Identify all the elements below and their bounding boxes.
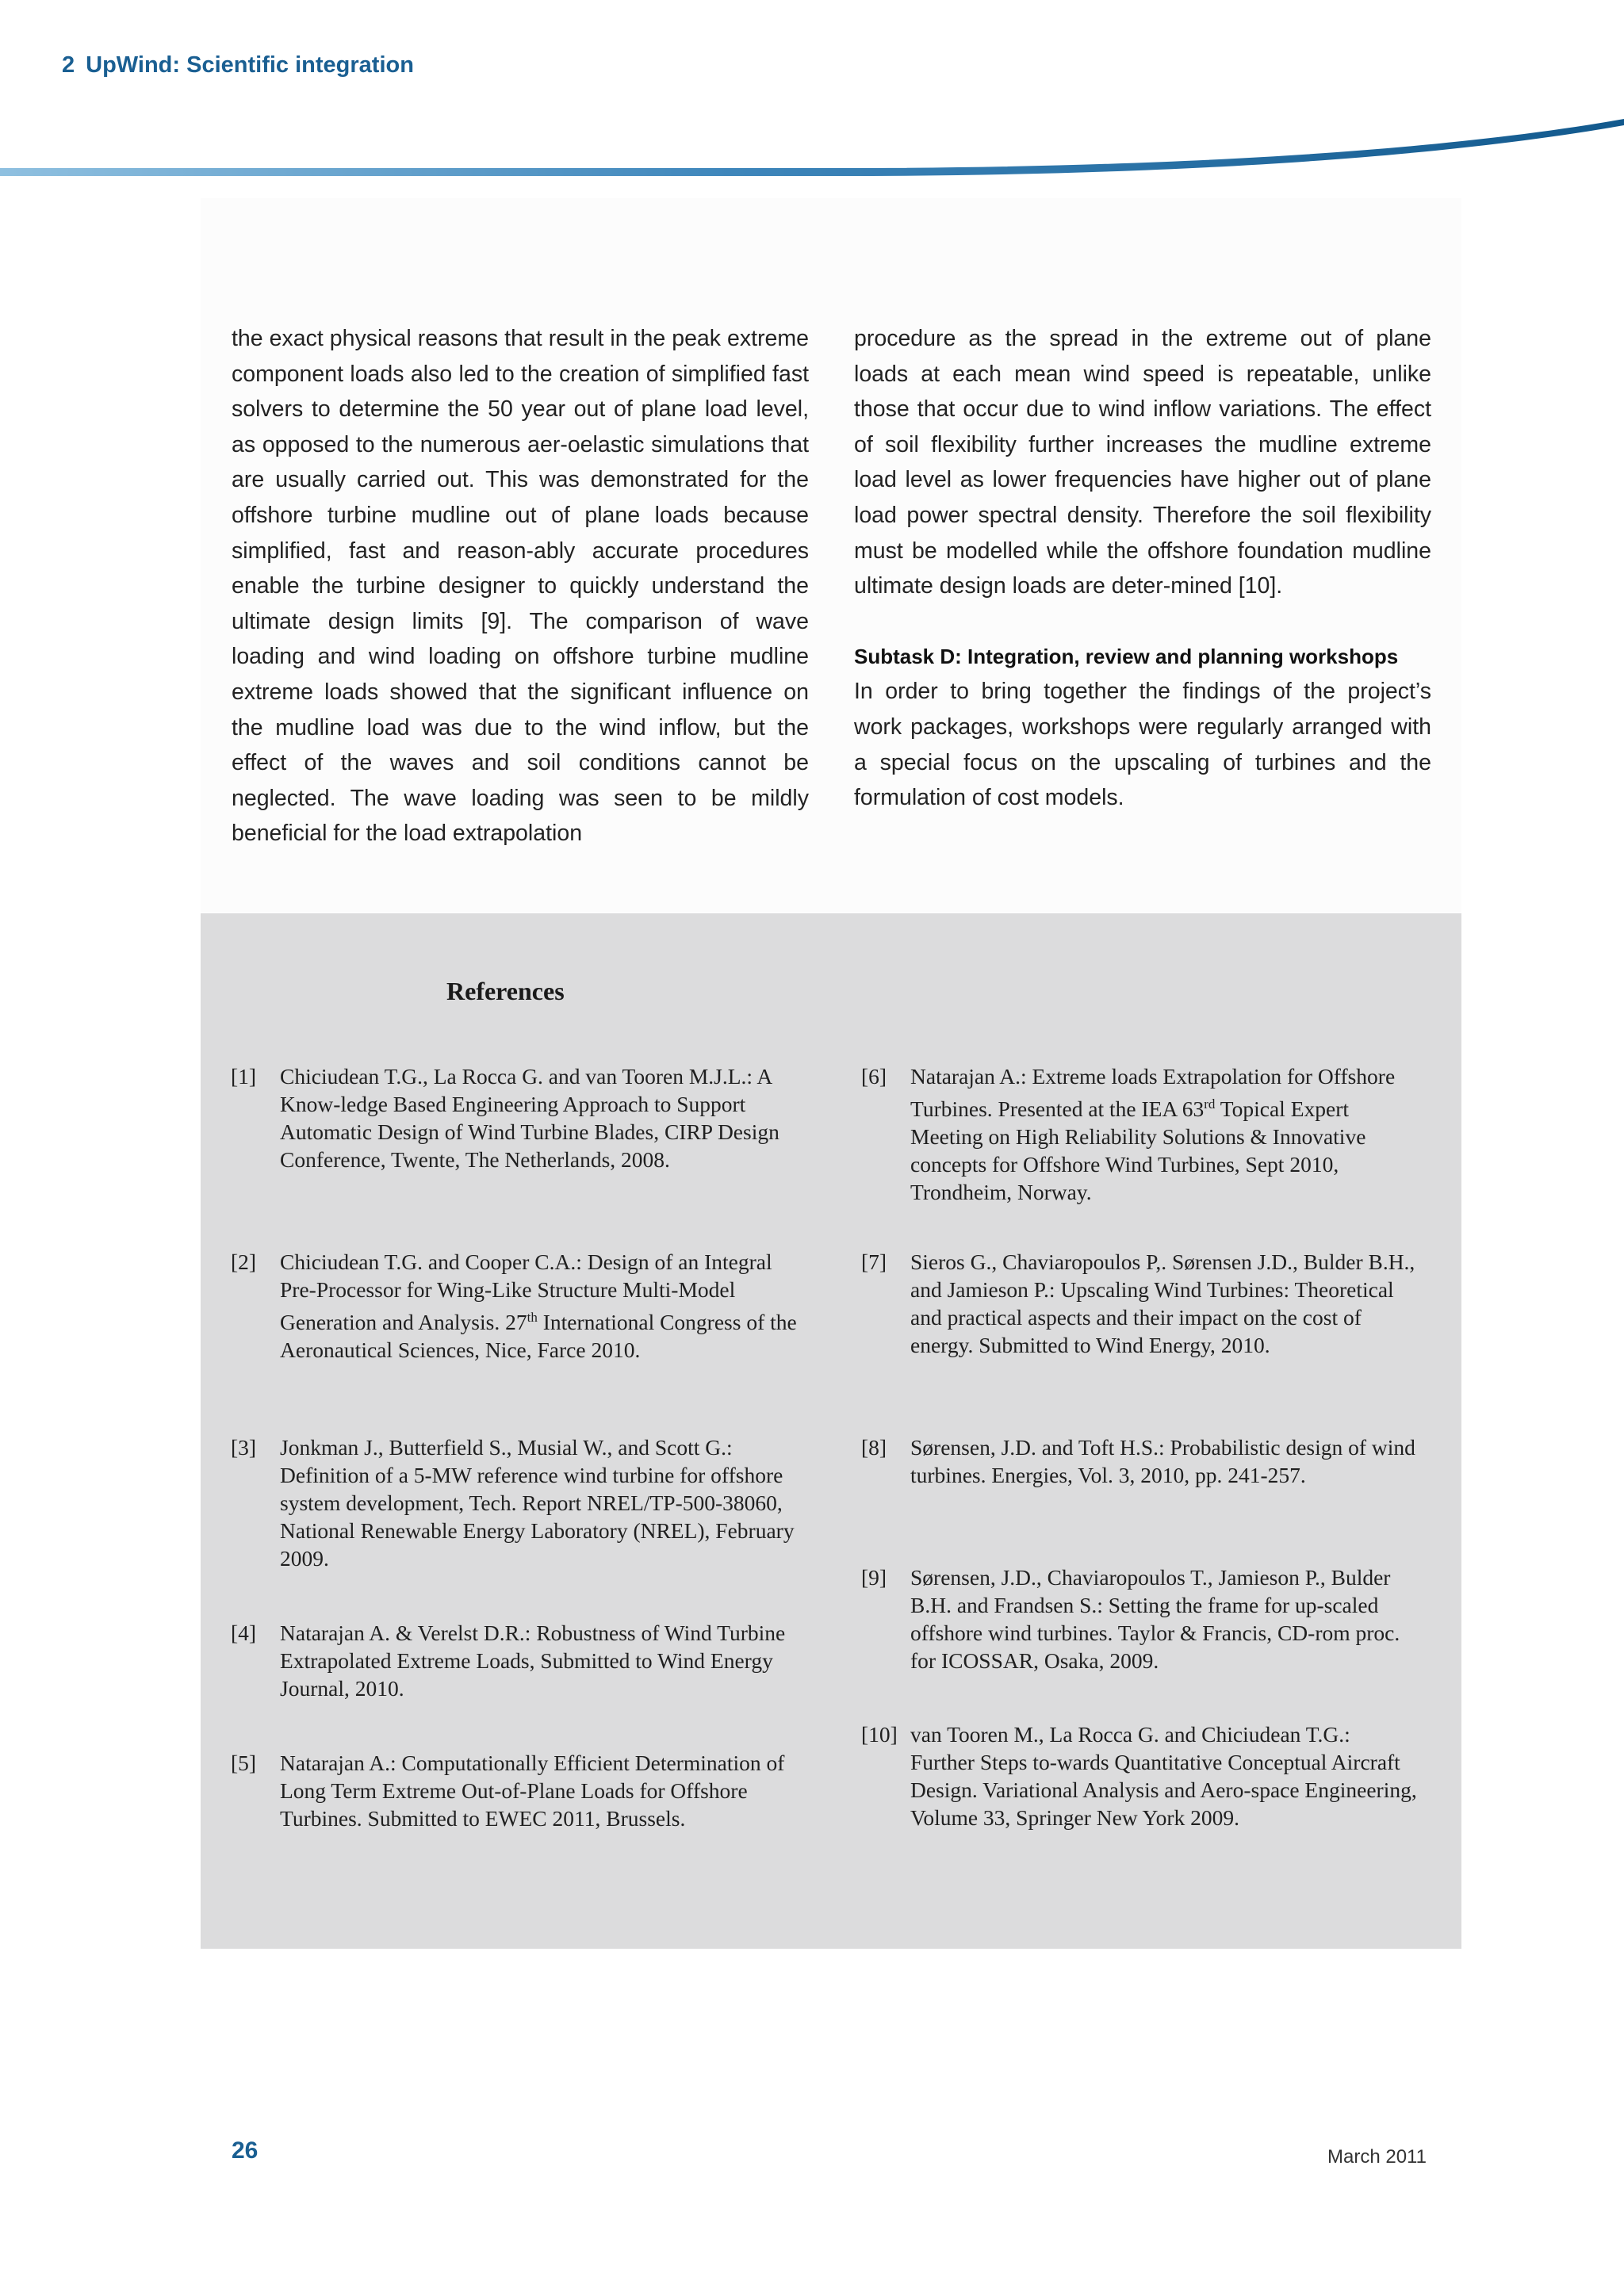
reference-number: [10] bbox=[861, 1722, 898, 1747]
reference-number: [4] bbox=[231, 1621, 257, 1645]
subtask-heading: Subtask D: Integration, review and planning workshops bbox=[854, 644, 1399, 668]
running-header bbox=[62, 52, 414, 78]
reference-number: [1] bbox=[231, 1064, 257, 1089]
reference-text: Chiciudean T.G., La Rocca G. and van Tooren M.J.L.: A Know-ledge Based Engineering Approach to Support Automatic Design of Wind Turbine Blades, CIRP Design Conference, Twente, The Netherlands, 2008. bbox=[280, 1064, 779, 1172]
reference-text: Sørensen, J.D. and Toft H.S.: Probabilistic design of wind turbines. Energies, Vol. 3, 2010, pp. 241-257. bbox=[910, 1435, 1415, 1487]
reference-text: Jonkman J., Butterfield S., Musial W., and Scott G.: Definition of a 5-MW reference wind turbine for offshore system development, Tech. Report NREL/TP-500-38060, National Renewable Energy Laboratory (NREL), February 2009. bbox=[280, 1435, 795, 1571]
reference-number: [8] bbox=[861, 1435, 887, 1460]
body-paragraph: procedure as the spread in the extreme out of plane loads at each mean wind speed is repeatable, unlike those that occur due to wind inflow variations. The effect of soil flexibility further increases the mudline extreme load level as lower frequencies have higher out of plane load power spectral density. Therefore the soil flexibility must be modelled while the offshore foundation mudline ultimate design loads are deter-mined [10]. bbox=[854, 326, 1431, 599]
reference-number: [6] bbox=[861, 1064, 887, 1089]
reference-text: Sieros G., Chaviaropoulos P,. Sørensen J.D., Bulder B.H., and Jamieson P.: Upscaling Wind Turbines: Theoretical and practical aspects and their impact on the cost of energy. Submitted to Wind Energy, 2010. bbox=[910, 1249, 1415, 1357]
reference-text: Natarajan A.: Extreme loads Extrapolation for Offshore Turbines. Presented at the IEA 63rd Topical Expert Meeting on High Reliability Solutions & Innovative concepts for Offshore Wind Turbines, Sept 2010, Trondheim, Norway. bbox=[910, 1064, 1396, 1205]
body-paragraph: In order to bring together the findings of the project’s work packages, workshops were regularly arranged with a special focus on the upscaling of turbines and the formulation of cost models. bbox=[854, 679, 1431, 811]
body-paragraph: the exact physical reasons that result in the peak extreme component loads also led to the creation of simplified fast solvers to determine the 50 year out of plane load level, as opposed to the numerous aer-oelastic simulations that are usually carried out. This was demonstrated for the offshore turbine mudline out of plane loads because simplified, fast and reason-ably accurate procedures enable the turbine designer to quickly understand the ultimate design limits [9]. The comparison of wave loading and wind loading on offshore turbine mudline extreme loads showed that the significant influence on the mudline load was due to the wind inflow, but the effect of the waves and soil conditions cannot be neglected. The wave loading was seen to be mildly beneficial for the load extrapolation bbox=[232, 326, 809, 847]
page-number: 26 bbox=[232, 2137, 259, 2164]
chapter-number: 2 bbox=[62, 52, 75, 78]
reference-text: Sørensen, J.D., Chaviaropoulos T., Jamieson P., Bulder B.H. and Frandsen S.: Setting the frame for up-scaled offshore wind turbines. Taylor & Francis, CD-rom proc. for ICOSSAR, Osaka, 2009. bbox=[910, 1565, 1400, 1673]
reference-text: Natarajan A. & Verelst D.R.: Robustness of Wind Turbine Extrapolated Extreme Loads, Submitted to Wind Energy Journal, 2010. bbox=[280, 1621, 786, 1701]
body-column-right bbox=[854, 321, 1431, 816]
reference-text: van Tooren M., La Rocca G. and Chiciudean T.G.: Further Steps to-wards Quantitative Conceptual Aircraft Design. Variational Analysis and Aero-space Engineering, Volume 33, Springer New York 2009. bbox=[910, 1722, 1417, 1830]
reference-number: [3] bbox=[231, 1435, 257, 1460]
chapter-title: UpWind: Scientific integration bbox=[86, 52, 414, 78]
reference-number: [2] bbox=[231, 1249, 257, 1274]
reference-number: [7] bbox=[861, 1249, 887, 1274]
reference-text: Natarajan A.: Computationally Efficient Determination of Long Term Extreme Out-of-Plane Loads for Offshore Turbines. Submitted to EWEC 2011, Brussels. bbox=[280, 1751, 785, 1831]
body-column-left bbox=[232, 321, 809, 851]
references-box bbox=[201, 913, 1461, 1949]
reference-text: Chiciudean T.G. and Cooper C.A.: Design of an Integral Pre-Processor for Wing-Like Structure Multi-Model Generation and Analysis. 27th International Congress of the Aeronautical Sciences, Nice, Farce 2010. bbox=[280, 1249, 797, 1363]
publication-date: March 2011 bbox=[1327, 2146, 1427, 2168]
header-swoosh bbox=[0, 111, 1624, 182]
references-title: References bbox=[446, 977, 565, 1005]
reference-number: [9] bbox=[861, 1565, 887, 1590]
reference-number: [5] bbox=[231, 1751, 257, 1775]
